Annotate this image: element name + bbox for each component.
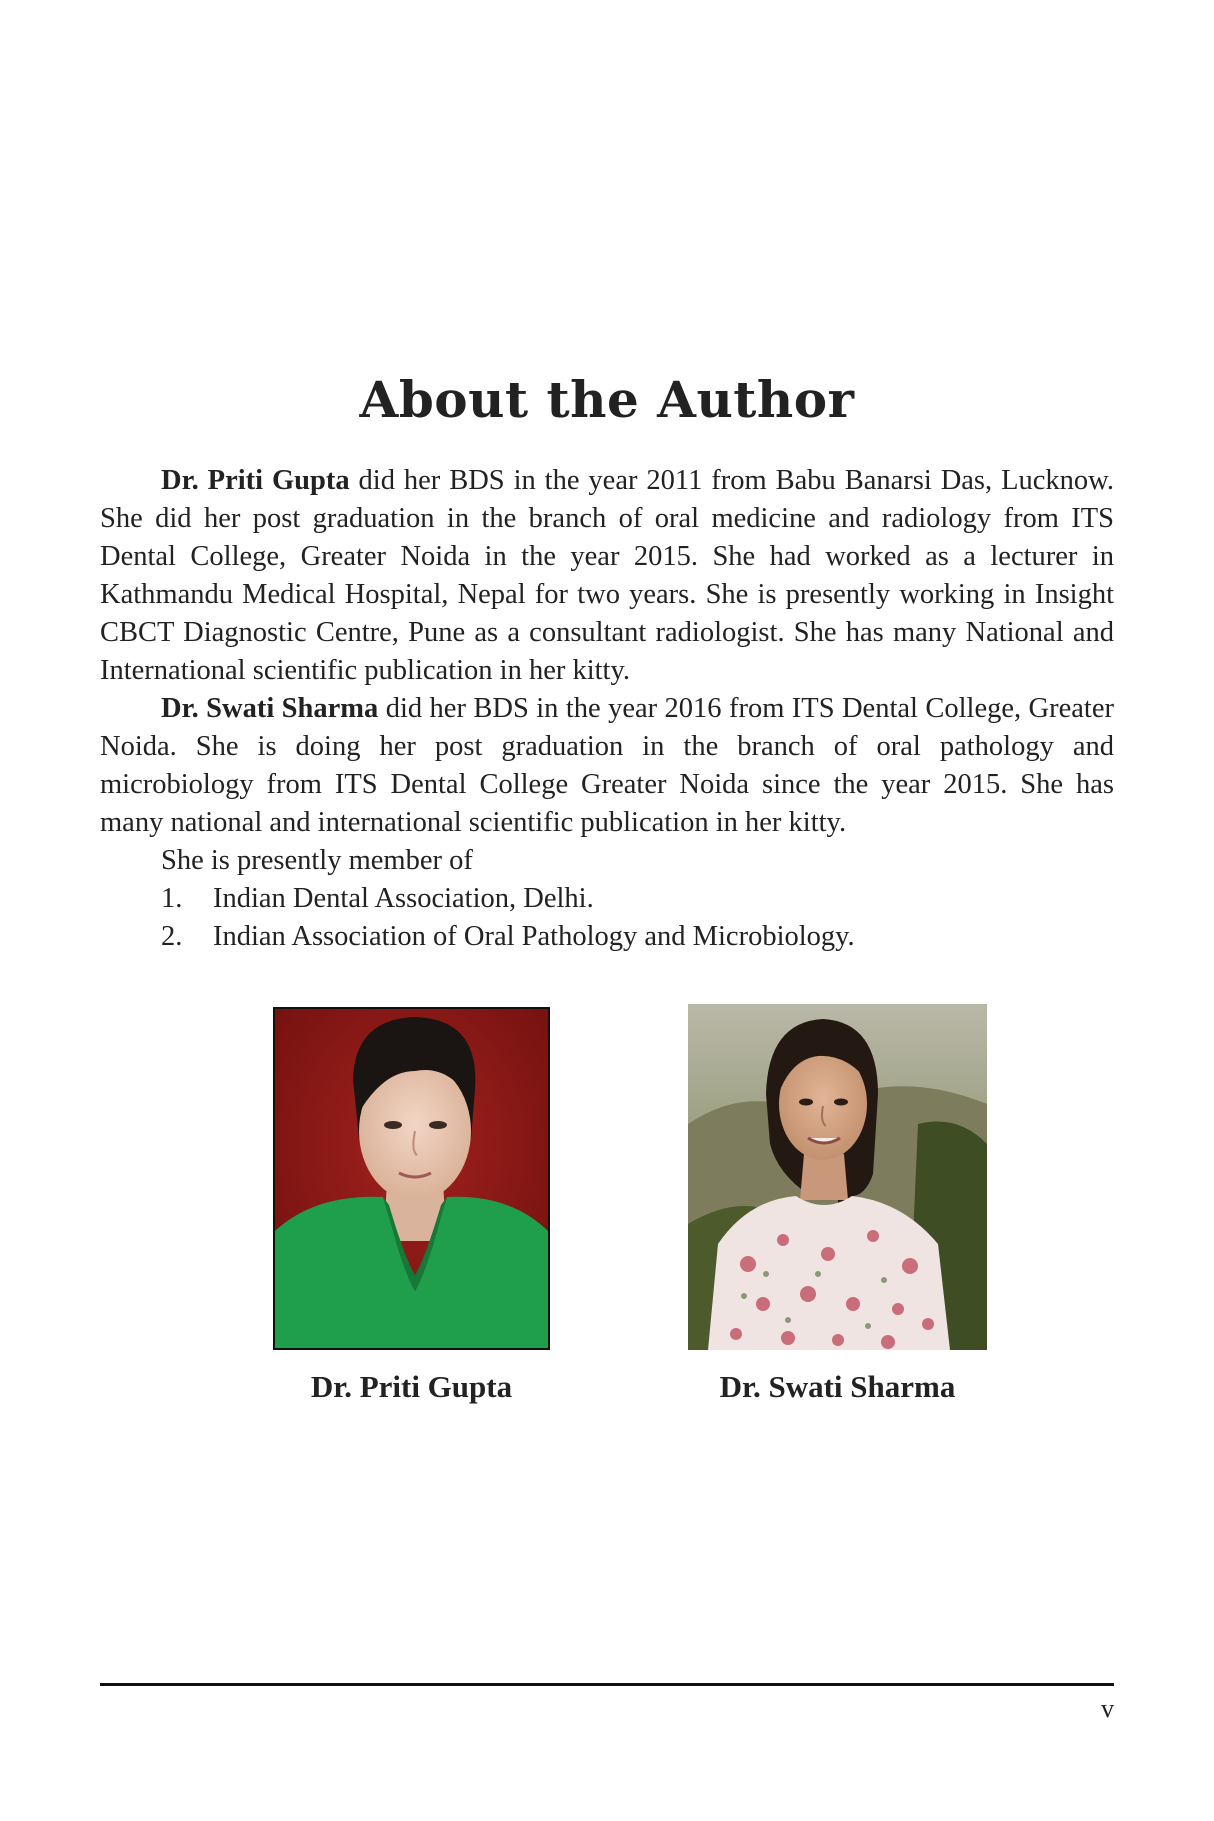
bio-paragraph-swati-sharma <box>100 690 1114 842</box>
author-name-priti-gupta: Dr. Priti Gupta <box>161 465 350 496</box>
membership-item <box>100 918 1114 956</box>
membership-item-number: 2. <box>161 921 183 952</box>
author-name-swati-sharma: Dr. Swati Sharma <box>161 693 379 724</box>
bio-paragraph-priti-gupta <box>100 462 1114 690</box>
membership-item <box>100 880 1114 918</box>
bio-text-priti-gupta: did her BDS in the year 2011 from Babu Banarsi Das, Lucknow. She did her post graduation in the branch of oral medicine and radiology from ITS Dental College, Greater Noida in the year 2015. She had worked as a lecturer in Kathmandu Medical Hospital, Nepal for two years. She is presently working in Insight CBCT Diagnostic Centre, Pune as a consultant radiologist. She has many National and International scientific publication in her kitty. <box>100 465 1114 686</box>
membership-item-number: 1. <box>161 883 183 914</box>
author-photo-swati-sharma <box>688 1004 987 1350</box>
photo-caption-priti-gupta: Dr. Priti Gupta <box>310 1369 513 1404</box>
page-number: v <box>1101 1694 1114 1723</box>
membership-intro: She is presently member of <box>161 845 473 876</box>
author-bios <box>100 462 1114 956</box>
page-title: About the Author <box>359 370 855 429</box>
membership-item-text: Indian Association of Oral Pathology and Microbiology. <box>213 921 855 952</box>
bio-text-swati-sharma: did her BDS in the year 2016 from ITS Dental College, Greater Noida. She is doing her post graduation in the branch of oral pathology and microbiology from ITS Dental College Greater Noida since the year 2015. She has many national and international scientific publication in her kitty. <box>100 693 1114 838</box>
membership-item-text: Indian Dental Association, Delhi. <box>213 883 594 914</box>
author-photo-priti-gupta <box>273 1007 550 1350</box>
footer-divider <box>100 1683 1114 1686</box>
membership-list <box>100 880 1114 956</box>
photo-caption-swati-sharma: Dr. Swati Sharma <box>719 1369 956 1404</box>
